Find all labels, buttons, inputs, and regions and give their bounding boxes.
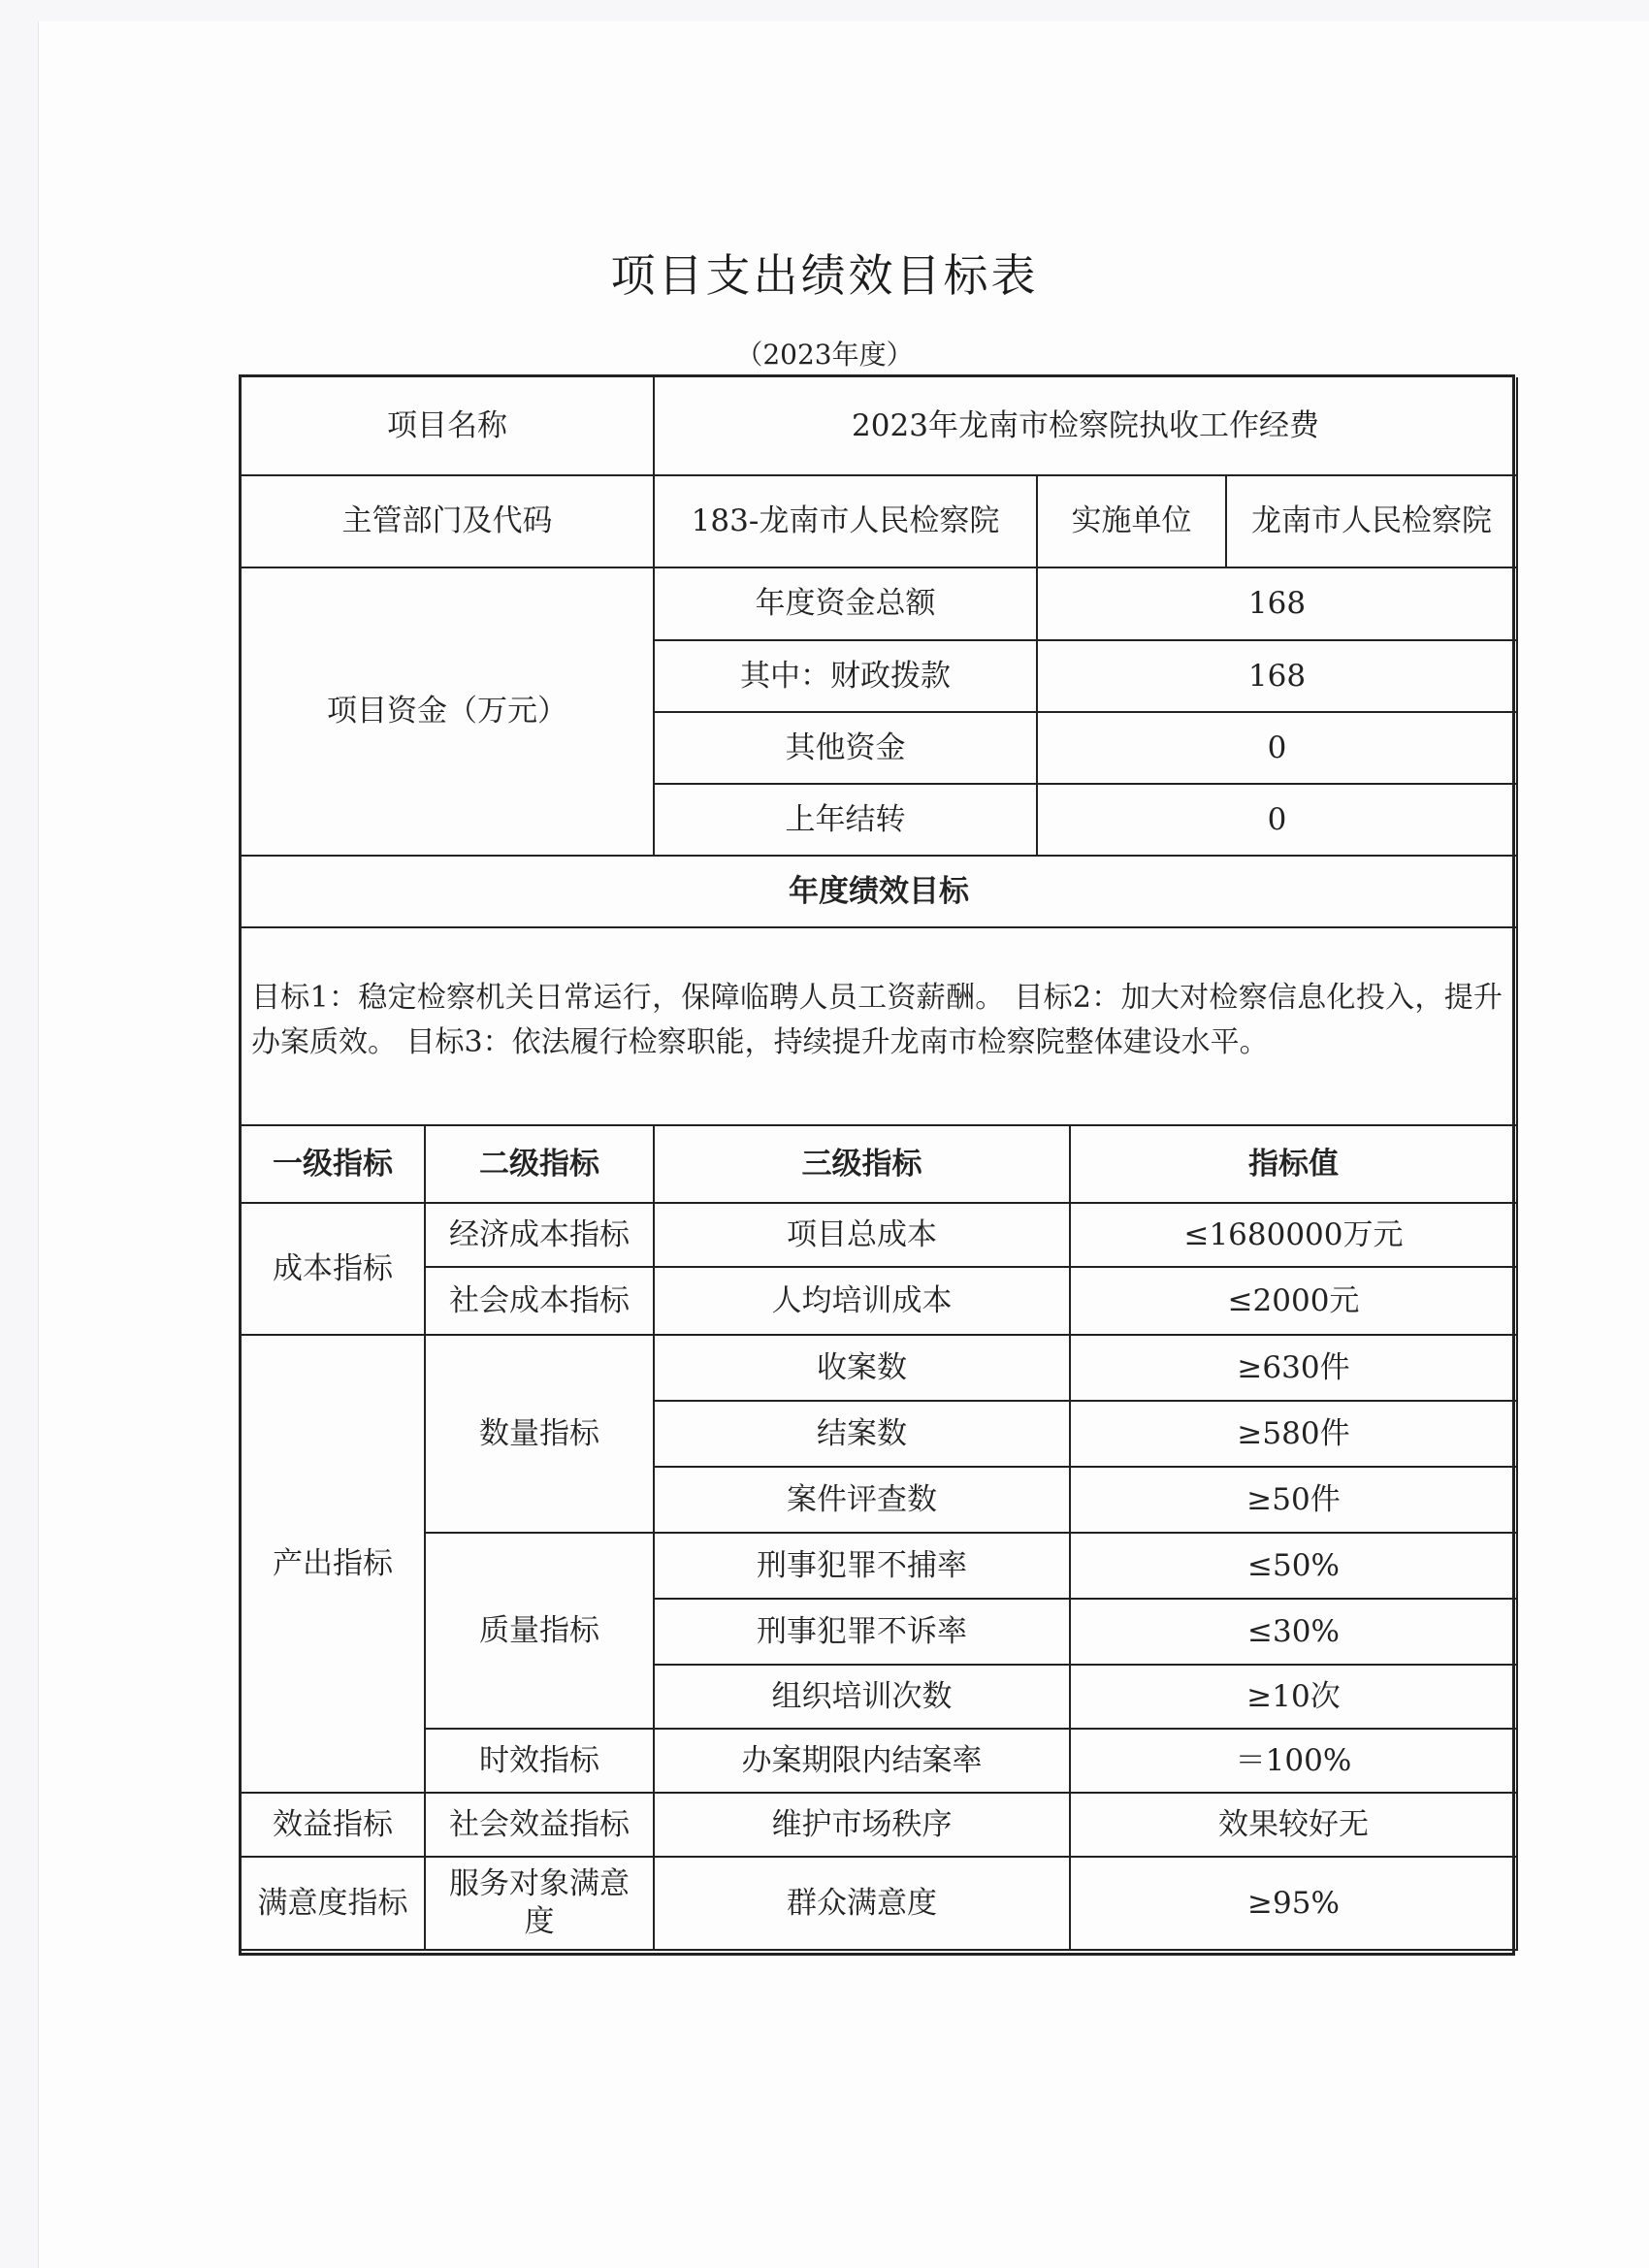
level2-social-cost: 社会成本指标 [426,1268,655,1336]
funds-row-value: 168 [1038,641,1518,713]
indicator-value: ≤50% [1071,1534,1518,1600]
performance-table [239,374,1515,1956]
header-level2: 二级指标 [426,1126,655,1204]
project-name-value: 2023年龙南市检察院执收工作经费 [655,377,1518,476]
indicator-name: 案件评查数 [655,1468,1071,1534]
indicator-name: 结案数 [655,1402,1071,1468]
annual-goals-paragraph: 目标1：稳定检察机关日常运行，保障临聘人员工资薪酬。 目标2：加大对检察信息化投入，提升办案质效。 目标3：依法履行检察职能，持续提升龙南市检察院整体建设水平。 [251,980,1503,1059]
project-name-label: 项目名称 [242,377,655,476]
level1-benefit: 效益指标 [242,1794,426,1858]
level2-service-satisfaction: 服务对象满意度 [426,1858,655,1951]
level2-economic-cost: 经济成本指标 [426,1204,655,1268]
indicator-name: 刑事犯罪不诉率 [655,1600,1071,1666]
indicator-value: ≥580件 [1071,1402,1518,1468]
indicator-name: 刑事犯罪不捕率 [655,1534,1071,1600]
impl-unit-label: 实施单位 [1038,476,1227,568]
indicator-name: 人均培训成本 [655,1268,1071,1336]
indicator-name: 办案期限内结案率 [655,1730,1071,1794]
funds-row-label: 年度资金总额 [655,568,1038,641]
indicator-value: ≥50件 [1071,1468,1518,1534]
header-level1: 一级指标 [242,1126,426,1204]
page-subtitle: （2023年度） [735,339,914,371]
indicator-value: ≥10次 [1071,1666,1518,1730]
indicator-value: 效果较好无 [1071,1794,1518,1858]
funds-row-label: 其中：财政拨款 [655,641,1038,713]
level2-quantity: 数量指标 [426,1336,655,1534]
header-value: 指标值 [1071,1126,1518,1204]
indicator-name: 组织培训次数 [655,1666,1071,1730]
funds-row-value: 0 [1038,785,1518,857]
level2-quality: 质量指标 [426,1534,655,1730]
indicator-name: 收案数 [655,1336,1071,1402]
annual-goals-text [242,928,1518,1126]
funds-row-label: 其他资金 [655,713,1038,785]
level2-timeliness: 时效指标 [426,1730,655,1794]
indicator-value: ≤2000元 [1071,1268,1518,1336]
dept-value: 183-龙南市人民检察院 [655,476,1038,568]
level2-social-benefit: 社会效益指标 [426,1794,655,1858]
level1-satisfaction: 满意度指标 [242,1858,426,1951]
funds-label: 项目资金（万元） [242,568,655,857]
impl-unit-value: 龙南市人民检察院 [1227,476,1518,568]
dept-label: 主管部门及代码 [242,476,655,568]
indicator-name: 项目总成本 [655,1204,1071,1268]
funds-row-value: 0 [1038,713,1518,785]
indicator-name: 维护市场秩序 [655,1794,1071,1858]
page-title: 项目支出绩效目标表 [610,249,1039,302]
funds-row-value: 168 [1038,568,1518,641]
indicator-name: 群众满意度 [655,1858,1071,1951]
header-level3: 三级指标 [655,1126,1071,1204]
indicator-value: ≤1680000万元 [1071,1204,1518,1268]
funds-row-label: 上年结转 [655,785,1038,857]
indicator-value: ≥630件 [1071,1336,1518,1402]
level1-cost: 成本指标 [242,1204,426,1336]
level1-output: 产出指标 [242,1336,426,1794]
indicator-value: ≥95% [1071,1858,1518,1951]
annual-goals-heading: 年度绩效目标 [242,857,1518,928]
indicator-value: ≤30% [1071,1600,1518,1666]
indicator-value: ＝100% [1071,1730,1518,1794]
